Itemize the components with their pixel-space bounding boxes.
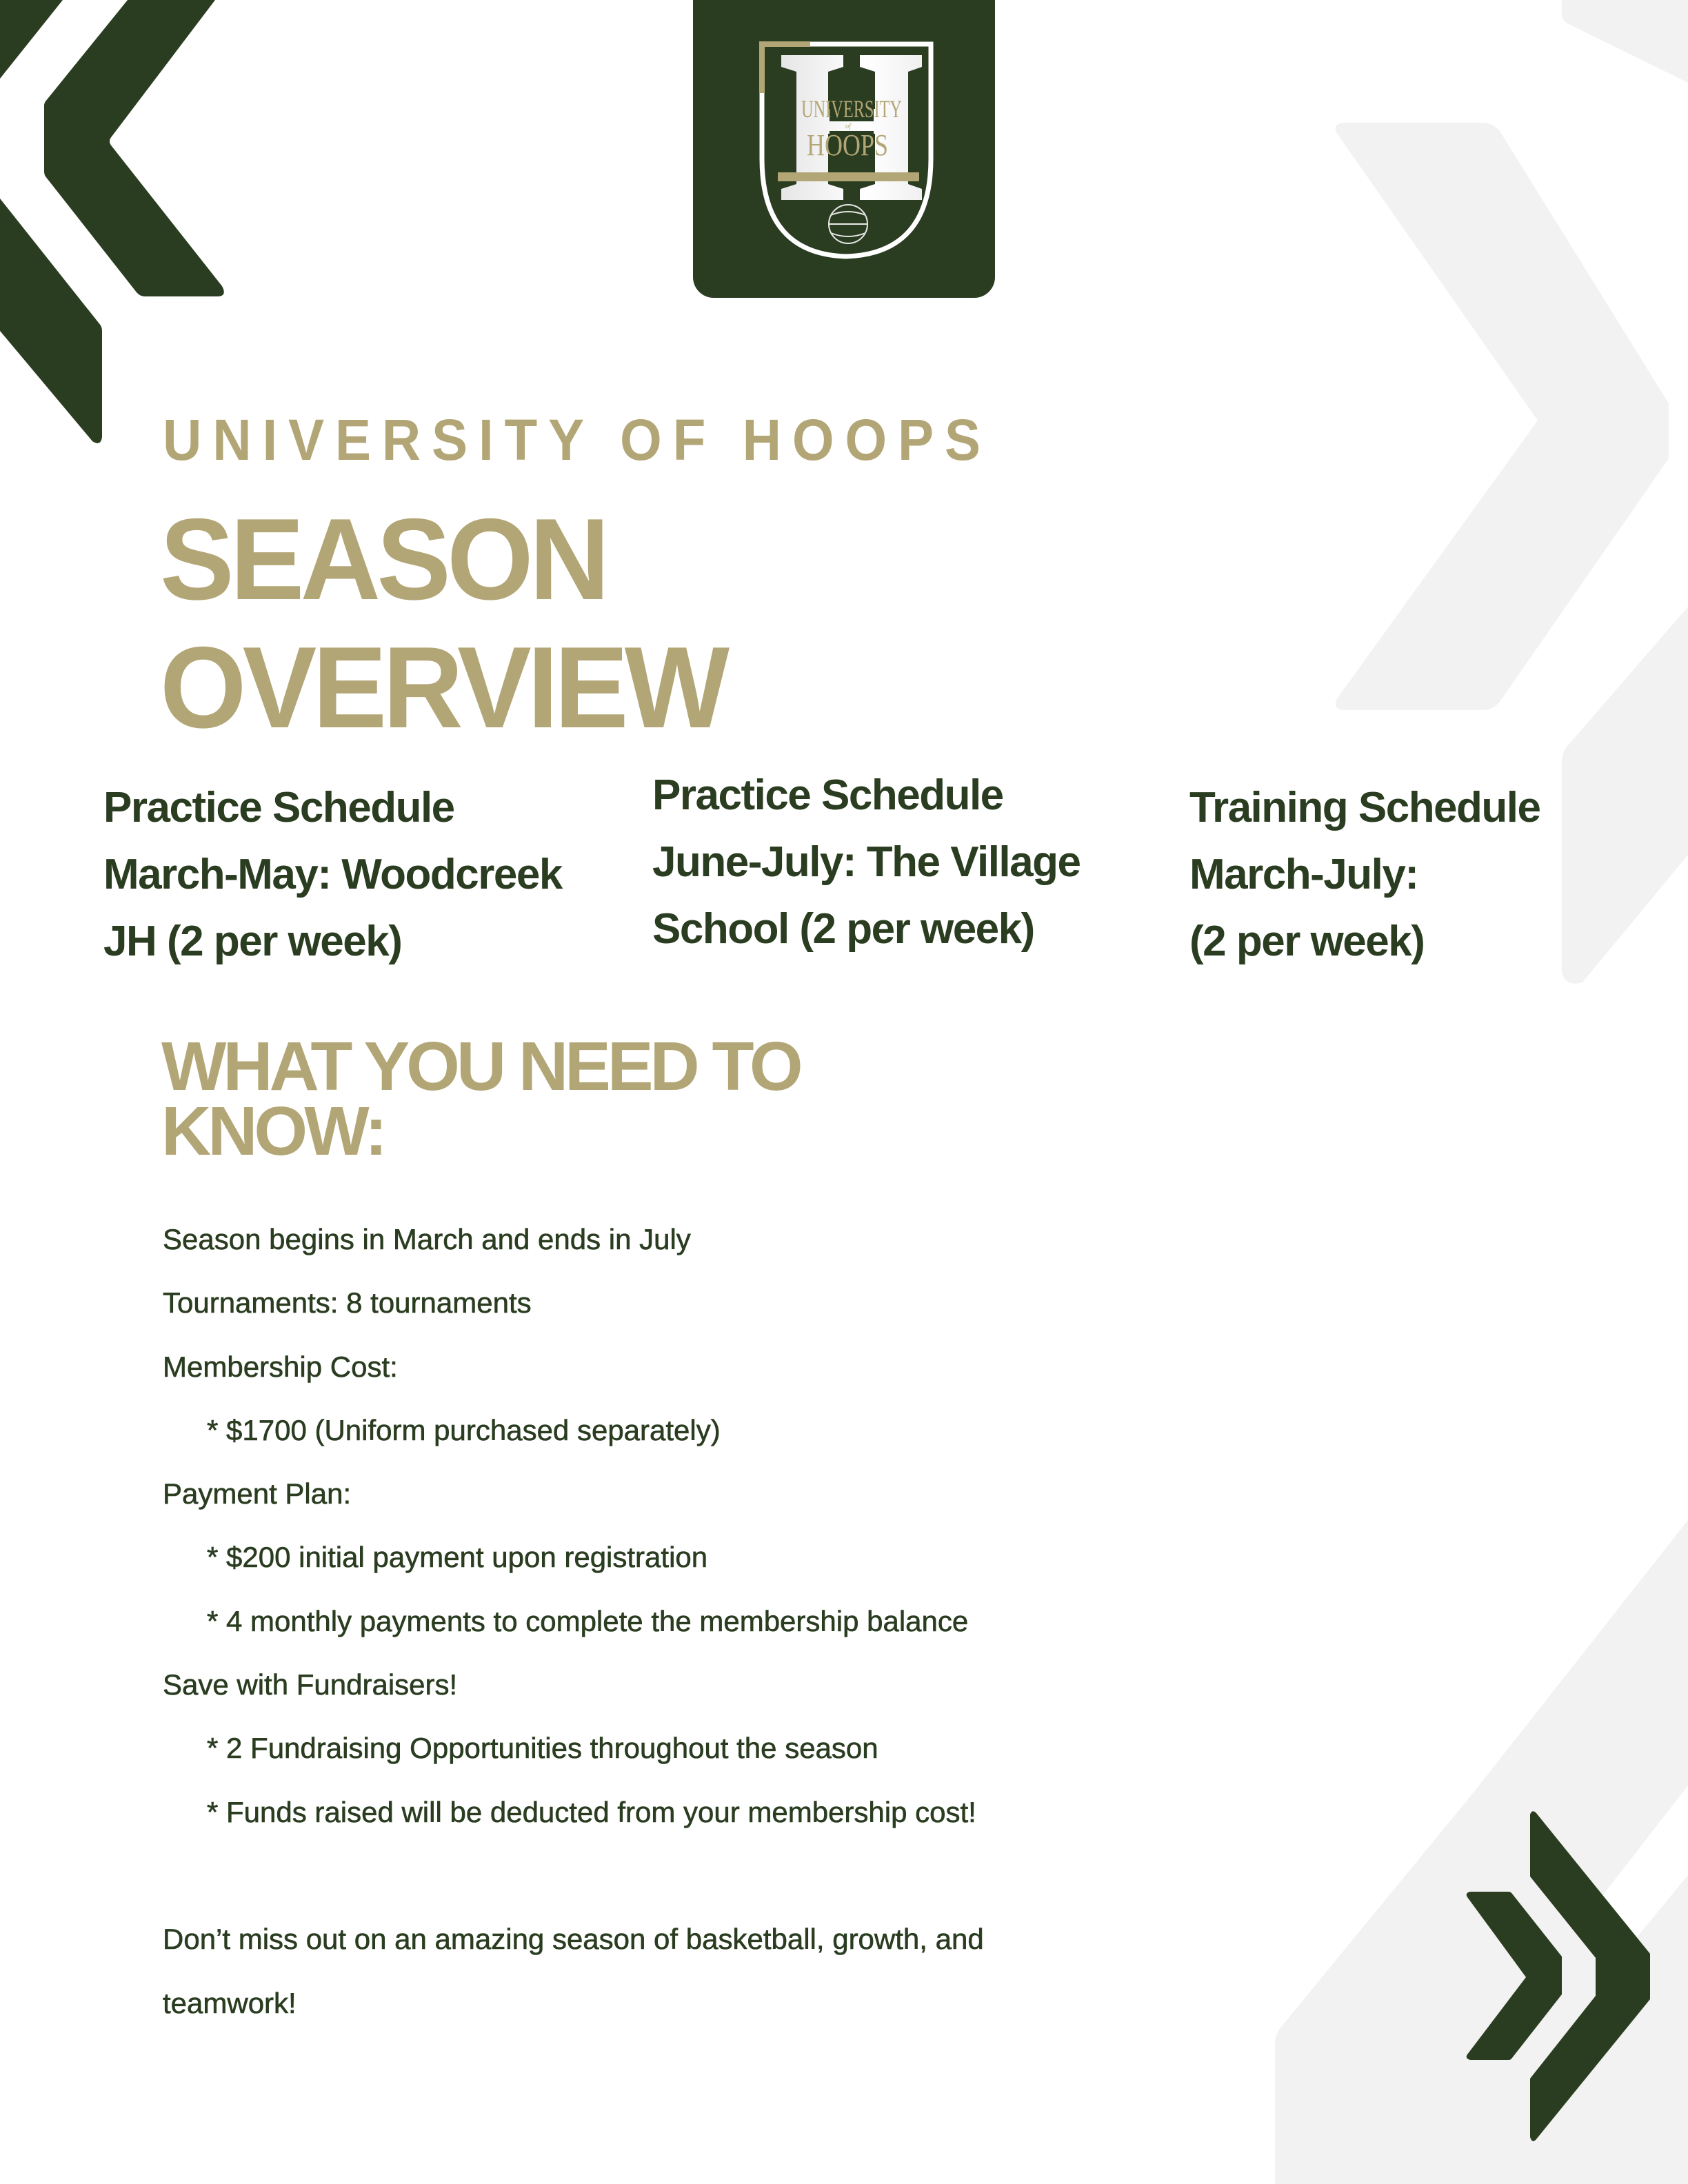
- info-membership-cost-bullet: * $1700 (Uniform purchased separately): [207, 1413, 721, 1446]
- closing-message-line-2: teamwork!: [163, 1986, 297, 2019]
- info-fundraisers-count-bullet: * 2 Fundraising Opportunities throughout the season: [207, 1732, 878, 1765]
- schedule-heading: Training Schedule: [1189, 784, 1540, 831]
- schedule-detail: JH (2 per week): [103, 918, 402, 965]
- closing-message-line-1: Don’t miss out on an amazing season of basketball, growth, and: [163, 1923, 984, 1956]
- section-heading-line-2: KNOW:: [161, 1093, 385, 1170]
- page-title-line-1: SEASON: [160, 494, 606, 624]
- logo-badge: [693, 0, 995, 298]
- light-gray-chevron-shapes: [1275, 0, 1688, 2184]
- shield-icon: [693, 0, 995, 298]
- practice-schedule-march-may: [103, 774, 562, 975]
- schedule-detail: June-July: The Village: [652, 838, 1081, 886]
- info-tournaments: Tournaments: 8 tournaments: [163, 1286, 532, 1320]
- info-fundraisers-label: Save with Fundraisers!: [163, 1668, 458, 1701]
- schedule-detail: School (2 per week): [652, 905, 1034, 953]
- info-season-dates: Season begins in March and ends in July: [163, 1223, 691, 1255]
- schedule-heading: Practice Schedule: [652, 771, 1003, 819]
- logo-hoops-text: HOOPS: [807, 128, 888, 162]
- info-list: [163, 1208, 984, 2035]
- section-heading-need-to-know: [161, 1028, 800, 1170]
- practice-schedule-june-july: [652, 762, 1080, 962]
- schedule-detail: March-May: Woodcreek: [103, 851, 562, 898]
- training-schedule: [1189, 774, 1540, 975]
- schedule-heading: Practice Schedule: [103, 784, 454, 831]
- basketball-icon: [829, 205, 867, 243]
- info-membership-cost-label: Membership Cost:: [163, 1350, 398, 1383]
- logo-of-text: of: [845, 123, 851, 130]
- page-title: [160, 495, 725, 751]
- info-payment-monthly-bullet: * 4 monthly payments to complete the membership balance: [207, 1604, 969, 1637]
- schedule-detail: March-July:: [1189, 851, 1418, 898]
- info-payment-plan-label: Payment Plan:: [163, 1477, 352, 1510]
- schedule-detail: (2 per week): [1189, 918, 1425, 965]
- page-title-line-2: OVERVIEW: [160, 623, 726, 752]
- spacer: [163, 1844, 984, 1908]
- logo-university-text: UNIVERSITY: [801, 95, 902, 123]
- info-fundraisers-deduct-bullet: * Funds raised will be deducted from your membership cost!: [207, 1795, 976, 1828]
- info-payment-initial-bullet: * $200 initial payment upon registration: [207, 1541, 708, 1574]
- brand-kicker: UNIVERSITY OF HOOPS: [163, 407, 992, 472]
- double-chevron-left-icon: [0, 0, 224, 443]
- section-heading-line-1: WHAT YOU NEED TO: [161, 1028, 800, 1105]
